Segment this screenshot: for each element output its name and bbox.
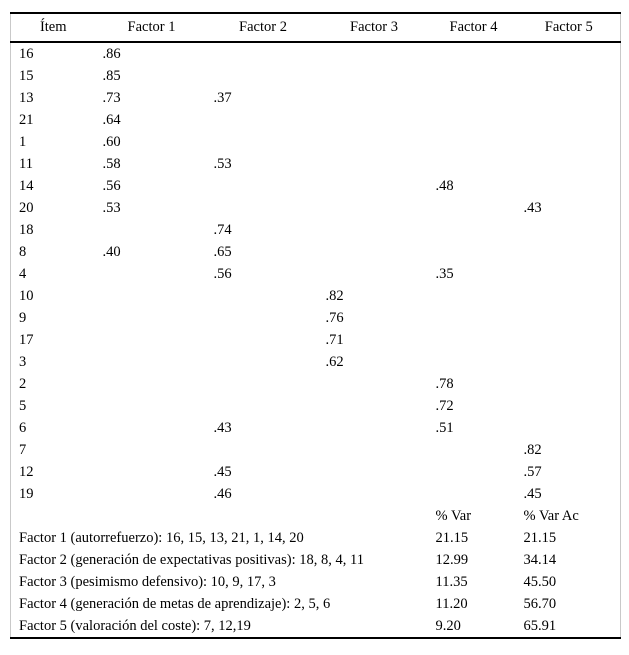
cell-factor4 [430,307,518,329]
cell-item: 5 [19,397,27,414]
cell-factor2 [208,285,319,307]
cell-factor3 [319,395,430,417]
cell-factor1: .85 [102,67,121,84]
cell-factor5 [518,131,621,153]
pct-var-value: 12.99 [435,551,469,568]
cell-factor2: .53 [213,155,232,172]
cell-factor2: .43 [213,419,232,436]
cell-item: 9 [19,309,27,326]
cell-item: 16 [19,45,34,62]
loading-row [11,42,621,65]
cell-factor1 [96,351,208,373]
cell-factor5 [518,65,621,87]
loading-row [11,197,621,219]
pct-var-value: 11.35 [435,573,468,590]
cell-factor5 [518,329,621,351]
cell-factor3 [319,263,430,285]
cell-factor5 [518,175,621,197]
cell-factor5 [518,285,621,307]
cell-item: 4 [19,265,27,282]
cell-item: 21 [19,111,34,128]
cell-factor4 [430,461,518,483]
cell-factor2 [208,351,319,373]
cell-factor1: .86 [102,45,121,62]
cell-factor1: .40 [102,243,121,260]
pct-var-ac-value: 34.14 [523,551,557,568]
factor-summary-label: Factor 3 (pesimismo defensivo): 10, 9, 17, 3 [19,573,276,590]
cell-factor4 [430,131,518,153]
cell-item: 14 [19,177,34,194]
cell-factor5 [518,109,621,131]
cell-item: 18 [19,221,34,238]
cell-factor2 [208,42,319,65]
cell-factor4 [430,197,518,219]
cell-factor1 [96,285,208,307]
cell-factor4 [430,219,518,241]
cell-factor1 [96,417,208,439]
cell-factor3 [319,109,430,131]
cell-factor5 [518,263,621,285]
pct-var-value: 21.15 [435,529,469,546]
loading-row [11,461,621,483]
loading-row [11,395,621,417]
cell-factor3: .76 [325,309,344,326]
cell-factor4 [430,329,518,351]
pct-var-ac-label: % Var Ac [523,507,579,524]
cell-factor5 [518,351,621,373]
header-row [11,13,621,42]
loading-row [11,307,621,329]
cell-item: 12 [19,463,34,480]
cell-factor1: .56 [102,177,121,194]
cell-item: 20 [19,199,34,216]
cell-factor5 [518,241,621,263]
loading-row [11,373,621,395]
col-header-factor2: Factor 2 [208,13,319,42]
cell-factor3 [319,219,430,241]
cell-factor1 [96,395,208,417]
cell-item: 7 [19,441,27,458]
cell-factor5: .45 [523,485,542,502]
empty-cell [11,505,430,527]
cell-factor2 [208,197,319,219]
cell-factor2: .56 [213,265,232,282]
cell-factor5 [518,87,621,109]
cell-factor4 [430,65,518,87]
loading-row [11,417,621,439]
pct-var-ac-value: 21.15 [523,529,557,546]
cell-factor4 [430,109,518,131]
cell-factor5 [518,42,621,65]
loading-row [11,65,621,87]
factor-summary-row [11,527,621,549]
col-header-item: Ítem [11,13,96,42]
cell-item: 1 [19,133,27,150]
cell-item: 11 [19,155,33,172]
cell-factor1 [96,263,208,285]
cell-factor1 [96,219,208,241]
cell-factor3 [319,87,430,109]
cell-factor3 [319,373,430,395]
cell-factor4 [430,351,518,373]
cell-factor3 [319,131,430,153]
cell-factor4 [430,87,518,109]
cell-item: 13 [19,89,34,106]
cell-item: 6 [19,419,27,436]
cell-factor5: .43 [523,199,542,216]
pct-var-ac-value: 65.91 [523,617,557,634]
factor-summary-row [11,593,621,615]
loading-row [11,483,621,505]
cell-factor2 [208,65,319,87]
cell-factor2 [208,109,319,131]
cell-factor3: .62 [325,353,344,370]
factor-summary-label: Factor 4 (generación de metas de aprendizaje): 2, 5, 6 [19,595,331,612]
cell-factor1: .64 [102,111,121,128]
cell-factor2 [208,175,319,197]
factor-summary-label: Factor 1 (autorrefuerzo): 16, 15, 13, 21, 1, 14, 20 [19,529,304,546]
cell-factor1: .60 [102,133,121,150]
loading-row [11,153,621,175]
cell-factor3 [319,439,430,461]
loading-row [11,131,621,153]
cell-factor4: .72 [435,397,454,414]
cell-factor1: .58 [102,155,121,172]
pct-var-ac-value: 45.50 [523,573,557,590]
cell-factor3 [319,197,430,219]
pct-var-ac-value: 56.70 [523,595,557,612]
cell-item: 2 [19,375,27,392]
cell-factor2 [208,307,319,329]
cell-factor2: .74 [213,221,232,238]
col-header-factor4: Factor 4 [430,13,518,42]
cell-factor1 [96,329,208,351]
loading-row [11,263,621,285]
cell-item: 8 [19,243,27,260]
cell-factor2 [208,395,319,417]
cell-factor1 [96,439,208,461]
cell-factor4 [430,285,518,307]
cell-factor5 [518,219,621,241]
cell-factor2 [208,131,319,153]
cell-factor4 [430,483,518,505]
cell-factor3 [319,241,430,263]
factor-summary-row [11,571,621,593]
col-header-factor1: Factor 1 [96,13,208,42]
factor-summary-row [11,549,621,571]
cell-factor1 [96,307,208,329]
cell-factor3: .71 [325,331,344,348]
cell-item: 15 [19,67,34,84]
cell-factor2: .46 [213,485,232,502]
col-header-factor3: Factor 3 [319,13,430,42]
cell-factor3 [319,461,430,483]
cell-factor2 [208,439,319,461]
cell-factor2: .65 [213,243,232,260]
pct-var-value: 11.20 [435,595,468,612]
cell-factor1 [96,461,208,483]
loading-row [11,219,621,241]
var-header-row [11,505,621,527]
cell-factor1 [96,483,208,505]
cell-factor4: .78 [435,375,454,392]
cell-item: 19 [19,485,34,502]
cell-factor2 [208,329,319,351]
cell-item: 17 [19,331,34,348]
cell-factor3 [319,153,430,175]
cell-factor3 [319,65,430,87]
cell-factor5: .82 [523,441,542,458]
cell-factor1: .73 [102,89,121,106]
loading-row [11,285,621,307]
cell-factor4 [430,439,518,461]
cell-factor3 [319,483,430,505]
loading-row [11,351,621,373]
cell-factor2 [208,373,319,395]
cell-factor1: .53 [102,199,121,216]
loading-row [11,175,621,197]
loading-row [11,329,621,351]
loading-row [11,109,621,131]
cell-factor4 [430,241,518,263]
cell-factor5 [518,153,621,175]
cell-factor3: .82 [325,287,344,304]
cell-factor3 [319,175,430,197]
cell-factor4 [430,42,518,65]
cell-factor1 [96,373,208,395]
cell-factor2: .37 [213,89,232,106]
cell-item: 10 [19,287,34,304]
cell-factor5 [518,373,621,395]
factor-summary-row [11,615,621,638]
pct-var-value: 9.20 [435,617,461,634]
loading-row [11,87,621,109]
cell-factor5 [518,417,621,439]
factor-loadings-table [10,12,621,639]
cell-factor3 [319,42,430,65]
cell-factor4: .48 [435,177,454,194]
col-header-factor5: Factor 5 [518,13,621,42]
cell-factor2: .45 [213,463,232,480]
cell-factor4: .51 [435,419,454,436]
cell-factor3 [319,417,430,439]
cell-factor4 [430,153,518,175]
factor-summary-label: Factor 5 (valoración del coste): 7, 12,19 [19,617,251,634]
cell-item: 3 [19,353,27,370]
loading-row [11,439,621,461]
cell-factor5: .57 [523,463,542,480]
loading-row [11,241,621,263]
pct-var-label: % Var [435,507,472,524]
cell-factor4: .35 [435,265,454,282]
factor-summary-label: Factor 2 (generación de expectativas positivas): 18, 8, 4, 11 [19,551,364,568]
cell-factor5 [518,307,621,329]
cell-factor5 [518,395,621,417]
